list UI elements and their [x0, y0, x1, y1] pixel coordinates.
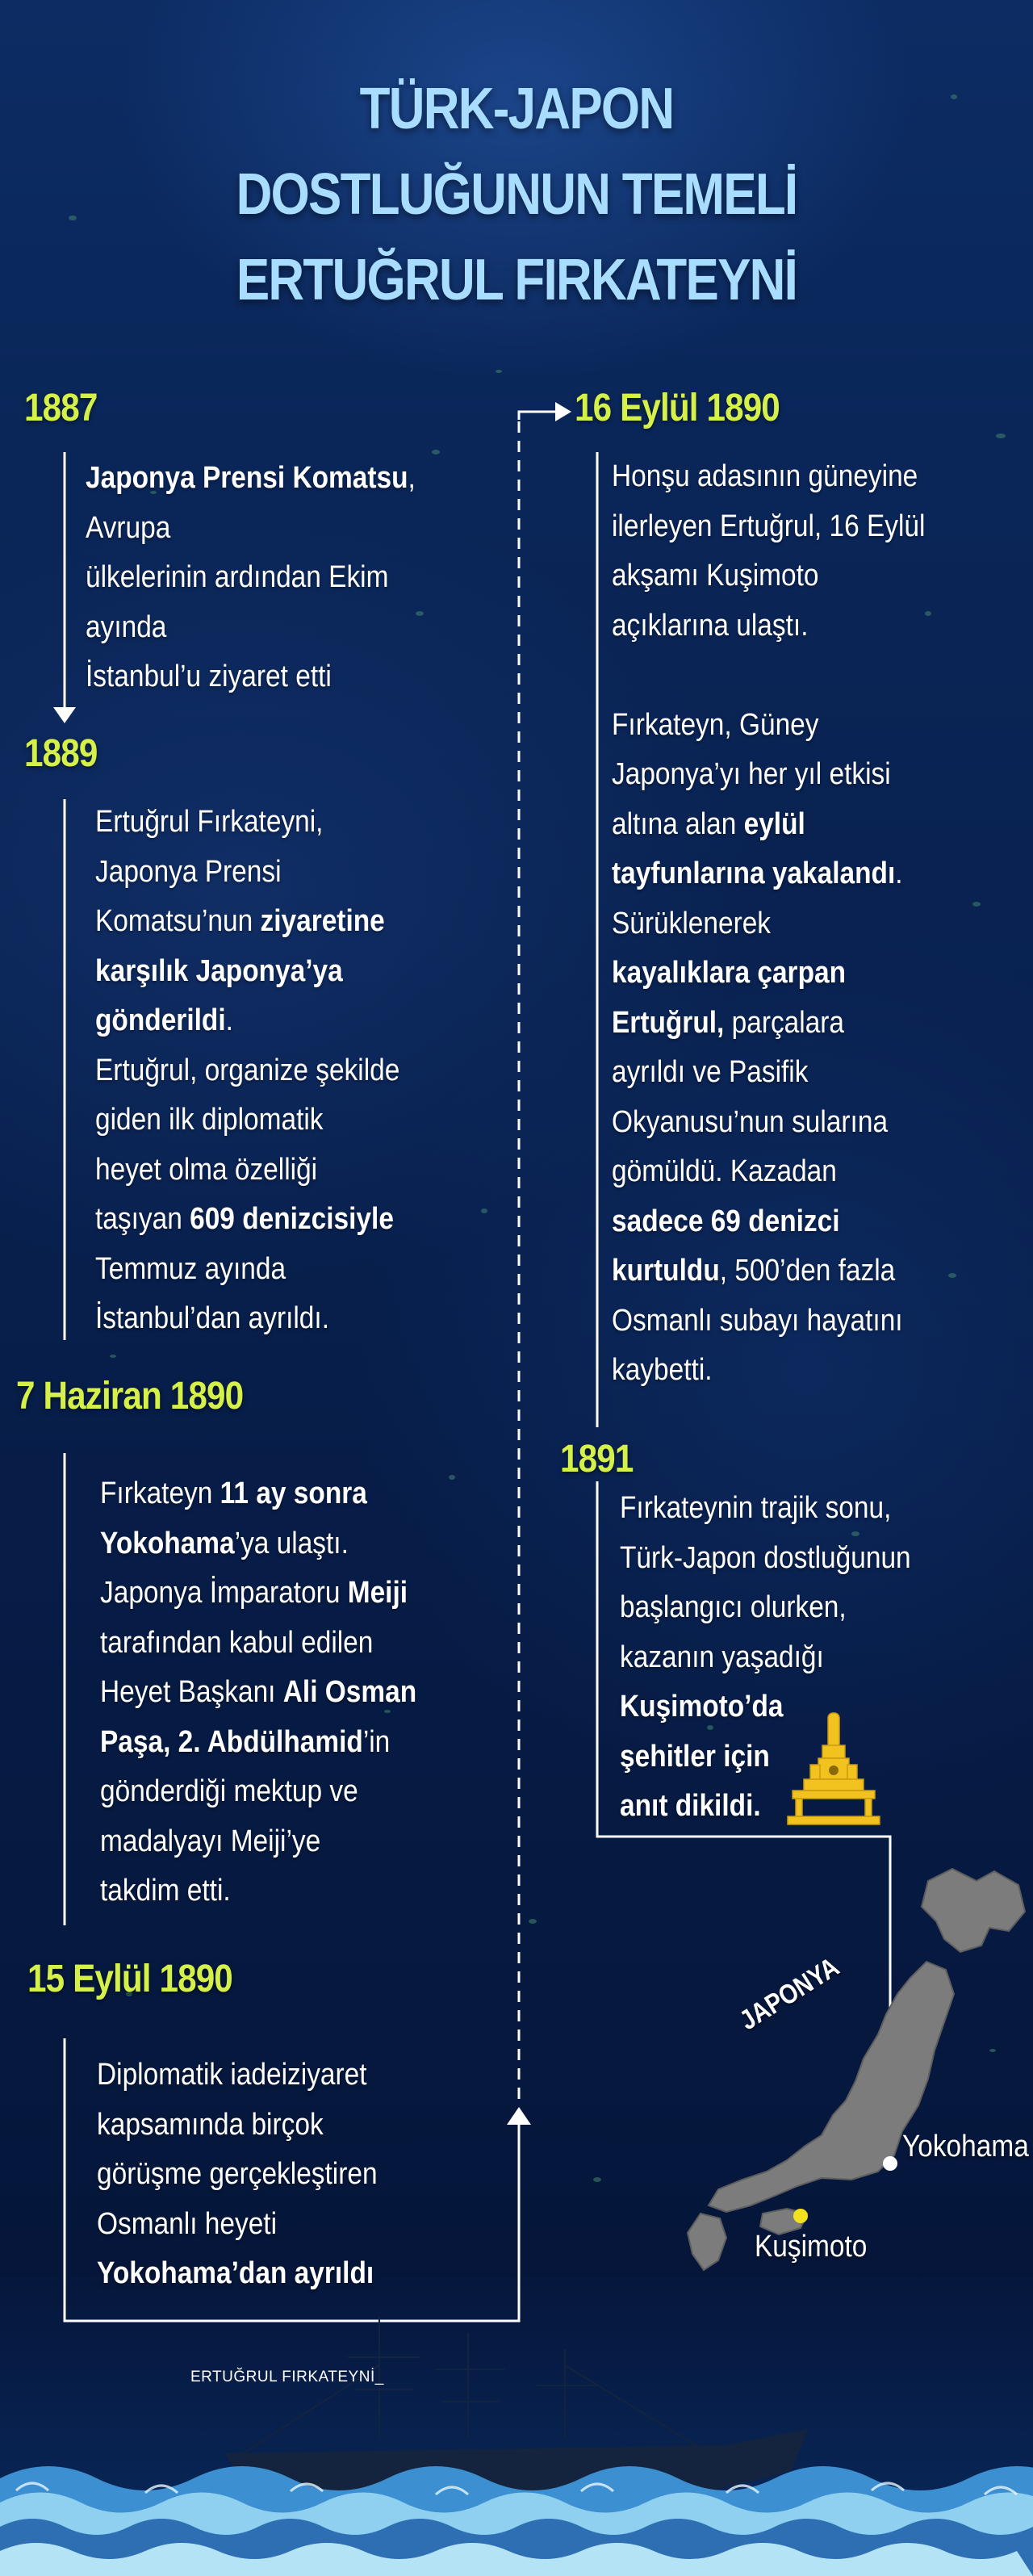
event-line [612, 601, 981, 651]
event-text: Komatsu’nun [95, 904, 261, 938]
event-bold-text: sadece 69 denizci [612, 1204, 840, 1238]
event-line [612, 551, 981, 601]
event-line [100, 1469, 470, 1519]
event-line [620, 1782, 975, 1832]
event-line [620, 1682, 975, 1732]
event-line [612, 651, 981, 701]
event-text: Avrupa [86, 510, 171, 545]
event-line [95, 1146, 465, 1196]
event-line [86, 553, 441, 603]
event-text-15-eylul-1890 [97, 2050, 466, 2299]
event-line [86, 504, 441, 554]
event-text: ayrıldı ve Pasifik [612, 1055, 809, 1089]
event-text: açıklarına ulaştı. [612, 608, 809, 643]
event-text: kaybetti. [612, 1353, 713, 1387]
event-bold-text: tayfunlarına yakalandı [612, 857, 896, 890]
event-line [97, 2050, 466, 2101]
event-line [612, 800, 981, 850]
event-line [97, 2101, 466, 2151]
event-text-1889 [95, 798, 465, 1344]
event-line [95, 1095, 465, 1146]
event-line [612, 701, 981, 751]
event-line [612, 452, 981, 502]
event-bold-text: kurtuldu [612, 1254, 720, 1288]
event-text: görüşme gerçekleştiren [97, 2157, 378, 2191]
event-line [612, 1197, 981, 1247]
event-line [97, 2200, 466, 2250]
event-line [97, 2150, 466, 2200]
event-text-1891 [620, 1484, 975, 1832]
event-text: kapsamında birçok [97, 2107, 324, 2142]
event-bold-text: Yokohama’dan ayrıldı [97, 2256, 374, 2290]
event-text: , [408, 461, 416, 495]
event-line [612, 1346, 981, 1396]
event-line [97, 2249, 466, 2299]
event-line [612, 1147, 981, 1197]
event-text-1887 [86, 454, 441, 702]
event-text: İstanbul’dan ayrıldı. [95, 1301, 329, 1335]
event-line [100, 1519, 470, 1569]
event-line [86, 454, 441, 504]
event-line [95, 1245, 465, 1295]
event-text: ilerleyen Ertuğrul, 16 Eylül [612, 509, 926, 543]
event-text: ayında [86, 609, 167, 644]
event-line [612, 1048, 981, 1098]
event-text: gönderdiği mektup ve [100, 1774, 358, 1808]
event-text: tarafından kabul edilen [100, 1625, 374, 1660]
event-text: altına alan [612, 806, 744, 841]
event-line [100, 1569, 470, 1619]
event-text: Japonya Prensi [95, 854, 282, 889]
event-line [95, 996, 465, 1046]
event-line [95, 1294, 465, 1344]
event-text: ’ya ulaştı. [234, 1526, 349, 1560]
event-text: Fırkateyn, Güney [612, 707, 819, 742]
event-text: takdim etti. [100, 1874, 231, 1908]
event-date-16-eylul-1890: 16 Eylül 1890 [575, 387, 780, 429]
event-line [86, 603, 441, 653]
event-line [95, 1046, 465, 1096]
event-text: Honşu adasının güneyine [612, 459, 918, 493]
event-line [612, 999, 981, 1049]
event-line [612, 502, 981, 552]
event-bold-text: ziyaretine [260, 904, 385, 938]
event-text: Japonya’yı her yıl etkisi [612, 757, 891, 791]
event-text: Heyet Başkanı [100, 1675, 283, 1709]
event-line [620, 1732, 975, 1782]
event-text: Temmuz ayında [95, 1251, 286, 1286]
event-date-1887: 1887 [24, 387, 98, 429]
event-bold-text: 609 denizcisiyle [190, 1202, 394, 1236]
event-text: Fırkateyn [100, 1476, 220, 1510]
event-line [100, 1718, 470, 1768]
event-line [100, 1619, 470, 1669]
event-bold-text: Ali Osman [282, 1675, 417, 1709]
event-text: Fırkateynin trajik sonu, [620, 1491, 892, 1525]
event-text: İstanbul’u ziyaret etti [86, 660, 332, 693]
event-text: Ertuğrul, organize şekilde [95, 1053, 400, 1087]
event-date-1889: 1889 [24, 732, 98, 775]
event-bold-text: şehitler için [620, 1739, 770, 1774]
event-line [95, 798, 465, 848]
event-line [612, 1098, 981, 1148]
event-text-7-haziran-1890 [100, 1469, 470, 1916]
event-text: başlangıcı olurken, [620, 1590, 847, 1624]
map-label-yokohama: Yokohama [902, 2130, 1029, 2163]
event-date-1891: 1891 [560, 1438, 634, 1481]
event-text: . [225, 1003, 233, 1037]
event-date-7-haziran-1890: 7 Haziran 1890 [16, 1375, 244, 1418]
map-label-kusimoto: Kuşimoto [755, 2230, 868, 2264]
event-bold-text: gönderildi [95, 1003, 226, 1037]
event-line [620, 1633, 975, 1683]
event-text: Osmanlı subayı hayatını [612, 1303, 903, 1338]
event-bold-text: anıt dikildi. [620, 1789, 761, 1823]
event-text: , 500’den fazla [719, 1254, 896, 1288]
event-text: akşamı Kuşimoto [612, 559, 819, 593]
event-line [612, 1246, 981, 1296]
title-line-2: DOSTLUĞUNUN TEMELİ [236, 162, 797, 227]
event-line [612, 750, 981, 800]
event-line [100, 1866, 470, 1916]
event-date-15-eylul-1890: 15 Eylül 1890 [27, 1958, 232, 2000]
event-line [95, 897, 465, 947]
event-line [620, 1534, 975, 1584]
event-line [95, 1195, 465, 1245]
ship-caption: ERTUĞRUL FIRKATEYNİ_ [190, 2369, 384, 2385]
event-text: Türk-Japon dostluğunun [620, 1540, 911, 1575]
event-text: parçalara [724, 1005, 845, 1040]
title-line-1: TÜRK-JAPON [359, 77, 674, 141]
event-text: taşıyan [95, 1202, 190, 1236]
event-line [100, 1817, 470, 1867]
event-text: heyet olma özelliği [95, 1152, 318, 1187]
event-line [100, 1668, 470, 1718]
event-line [612, 899, 981, 949]
event-text: Okyanusu’nun sularına [612, 1104, 889, 1139]
event-text: madalyayı Meiji’ye [100, 1824, 321, 1858]
event-line [620, 1484, 975, 1534]
title-line-3: ERTUĞRUL FIRKATEYNİ [236, 248, 797, 312]
map-label-country: JAPONYA [734, 1951, 845, 2037]
event-text: Diplomatik iadeiziyaret [97, 2058, 367, 2092]
event-line [612, 1296, 981, 1347]
event-line [95, 848, 465, 898]
event-line [86, 652, 441, 702]
event-bold-text: Ertuğrul, [612, 1005, 725, 1040]
event-text: . [895, 857, 903, 890]
event-line [100, 1767, 470, 1817]
event-bold-text: eylül [743, 806, 805, 841]
event-text: Japonya İmparatoru [100, 1576, 348, 1610]
event-bold-text: Yokohama [100, 1526, 235, 1560]
event-text: Osmanlı heyeti [97, 2206, 278, 2241]
event-bold-text: Kuşimoto’da [620, 1690, 784, 1724]
event-text: Sürüklenerek [612, 906, 772, 940]
event-line [612, 849, 981, 899]
event-bold-text: 11 ay sonra [220, 1476, 367, 1510]
event-text: gömüldü. Kazadan [612, 1154, 837, 1188]
event-bold-text: Japonya Prensi Komatsu [86, 461, 408, 495]
event-bold-text: kayalıklara çarpan [612, 956, 847, 990]
event-line [620, 1583, 975, 1633]
event-bold-text: Meiji [347, 1576, 408, 1610]
event-text: giden ilk diplomatik [95, 1103, 324, 1137]
event-text: kazanın yaşadığı [620, 1640, 824, 1674]
event-text: Ertuğrul Fırkateyni, [95, 805, 324, 839]
event-line [612, 949, 981, 999]
event-line [95, 947, 465, 997]
event-bold-text: Paşa, 2. Abdülhamid [100, 1724, 363, 1759]
event-text: ülkelerinin ardından Ekim [86, 560, 389, 594]
event-text-16-eylul-1890 [612, 452, 981, 1396]
event-bold-text: karşılık Japonya’ya [95, 953, 343, 988]
event-text: ’in [362, 1724, 391, 1759]
